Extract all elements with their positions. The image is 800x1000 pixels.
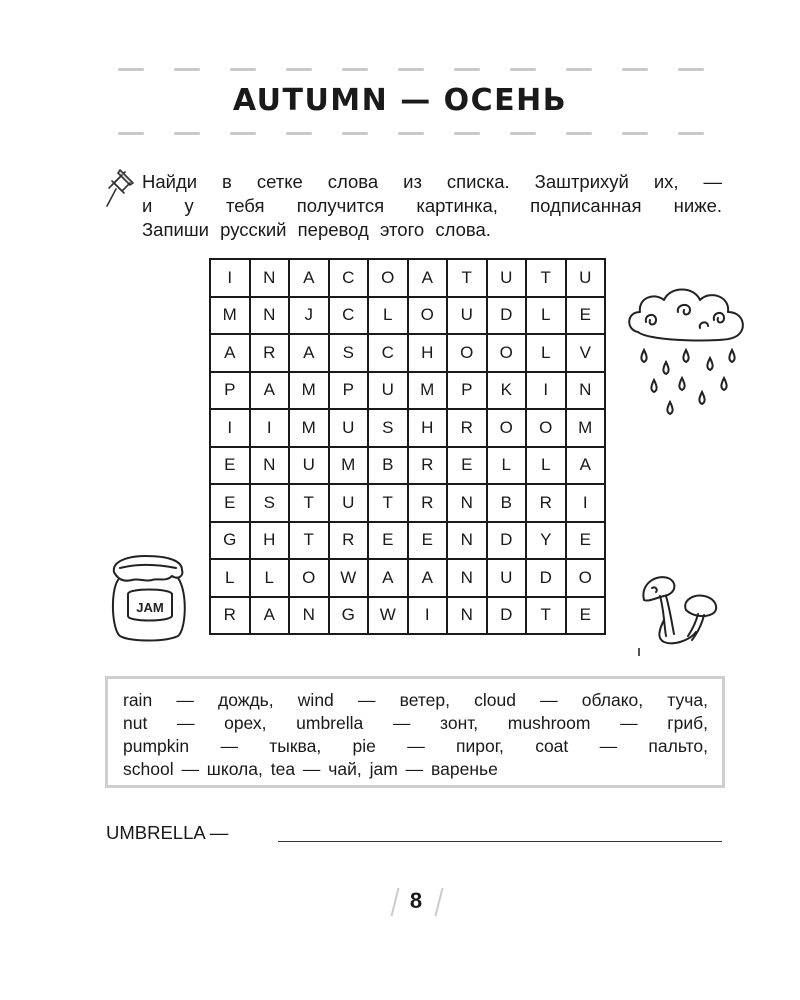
grid-cell[interactable]: T: [447, 259, 487, 297]
grid-cell[interactable]: U: [487, 259, 527, 297]
grid-cell[interactable]: O: [526, 409, 566, 447]
grid-cell[interactable]: T: [368, 484, 408, 522]
grid-cell[interactable]: R: [329, 522, 369, 560]
grid-cell[interactable]: I: [210, 259, 250, 297]
word-list-box: [105, 676, 725, 788]
dash-segment: [510, 132, 536, 135]
page-number: 8: [409, 888, 423, 913]
grid-cell[interactable]: L: [526, 297, 566, 335]
grid-cell[interactable]: D: [487, 597, 527, 635]
grid-cell[interactable]: N: [447, 597, 487, 635]
grid-cell[interactable]: M: [289, 409, 329, 447]
grid-cell[interactable]: S: [250, 484, 290, 522]
dash-segment: [678, 68, 704, 71]
grid-cell[interactable]: D: [526, 559, 566, 597]
grid-cell[interactable]: N: [447, 559, 487, 597]
grid-cell[interactable]: B: [487, 484, 527, 522]
grid-cell[interactable]: O: [289, 559, 329, 597]
grid-cell[interactable]: O: [487, 334, 527, 372]
instructions: [142, 170, 722, 242]
grid-cell[interactable]: P: [447, 372, 487, 410]
grid-cell[interactable]: E: [368, 522, 408, 560]
dash-segment: [230, 68, 256, 71]
dash-segment: [566, 132, 592, 135]
grid-cell[interactable]: T: [289, 522, 329, 560]
word-list-line: school — школа, tea — чай, jam — варенье: [123, 759, 498, 779]
grid-row: [210, 372, 605, 410]
dash-segment: [622, 68, 648, 71]
grid-cell[interactable]: A: [368, 559, 408, 597]
grid-cell[interactable]: L: [526, 447, 566, 485]
page-title: AUTUMN — ОСЕНЬ: [232, 83, 568, 118]
grid-cell[interactable]: B: [368, 447, 408, 485]
grid-cell[interactable]: D: [487, 522, 527, 560]
grid-cell[interactable]: T: [526, 259, 566, 297]
grid-cell[interactable]: L: [210, 559, 250, 597]
grid-cell[interactable]: N: [250, 447, 290, 485]
grid-cell[interactable]: N: [289, 597, 329, 635]
dash-segment: [286, 68, 312, 71]
grid-cell[interactable]: I: [210, 409, 250, 447]
grid-cell[interactable]: W: [368, 597, 408, 635]
grid-cell[interactable]: M: [566, 409, 606, 447]
grid-cell[interactable]: E: [566, 522, 606, 560]
grid-cell[interactable]: L: [487, 447, 527, 485]
grid-cell[interactable]: G: [210, 522, 250, 560]
mushroom-icon: [634, 570, 722, 654]
grid-cell[interactable]: G: [329, 597, 369, 635]
grid-cell[interactable]: N: [250, 297, 290, 335]
grid-row: [210, 259, 605, 297]
grid-cell[interactable]: H: [250, 522, 290, 560]
jar-label: JAM: [136, 600, 164, 615]
grid-cell[interactable]: O: [447, 334, 487, 372]
grid-cell[interactable]: I: [526, 372, 566, 410]
grid-cell[interactable]: O: [487, 409, 527, 447]
dash-segment: [622, 132, 648, 135]
grid-cell[interactable]: U: [329, 409, 369, 447]
grid-cell[interactable]: N: [447, 522, 487, 560]
grid-cell[interactable]: R: [210, 597, 250, 635]
grid-cell[interactable]: U: [487, 559, 527, 597]
grid-row: [210, 409, 605, 447]
grid-cell[interactable]: C: [368, 334, 408, 372]
grid-cell[interactable]: N: [566, 372, 606, 410]
pushpin-icon: [103, 166, 137, 210]
grid-cell[interactable]: E: [210, 484, 250, 522]
grid-row: [210, 447, 605, 485]
answer-write-line[interactable]: [278, 841, 722, 842]
grid-cell[interactable]: C: [329, 297, 369, 335]
grid-cell[interactable]: A: [408, 259, 448, 297]
dash-segment: [342, 68, 368, 71]
grid-cell[interactable]: R: [526, 484, 566, 522]
grid-cell[interactable]: R: [447, 409, 487, 447]
word-list-line: rain — дождь, wind — ветер, cloud — облако, туча,: [123, 690, 708, 710]
dash-segment: [510, 68, 536, 71]
grid-cell[interactable]: N: [447, 484, 487, 522]
grid-cell[interactable]: U: [329, 484, 369, 522]
grid-cell[interactable]: E: [447, 447, 487, 485]
grid-cell[interactable]: U: [289, 447, 329, 485]
grid-cell[interactable]: U: [447, 297, 487, 335]
grid-cell[interactable]: O: [408, 297, 448, 335]
rain-cloud-icon: [624, 282, 752, 430]
grid-cell[interactable]: N: [250, 259, 290, 297]
grid-cell[interactable]: E: [566, 597, 606, 635]
jam-jar-icon: [106, 552, 192, 642]
grid-cell[interactable]: A: [566, 447, 606, 485]
decorative-tick: [638, 648, 640, 656]
instruction-line: Запиши русский перевод этого слова.: [142, 219, 491, 240]
grid-cell[interactable]: R: [408, 484, 448, 522]
dash-segment: [118, 68, 144, 71]
grid-cell[interactable]: L: [368, 297, 408, 335]
grid-cell[interactable]: C: [329, 259, 369, 297]
grid-cell[interactable]: O: [368, 259, 408, 297]
top-dash-divider: [118, 68, 718, 72]
grid-cell[interactable]: A: [250, 372, 290, 410]
grid-row: [210, 559, 605, 597]
word-list-line: nut — орех, umbrella — зонт, mushroom — гриб,: [123, 713, 708, 733]
grid-row: [210, 297, 605, 335]
dash-segment: [230, 132, 256, 135]
grid-cell[interactable]: R: [408, 447, 448, 485]
grid-cell[interactable]: W: [329, 559, 369, 597]
grid-cell[interactable]: A: [250, 597, 290, 635]
grid-cell[interactable]: U: [368, 372, 408, 410]
grid-row: [210, 334, 605, 372]
grid-cell[interactable]: U: [566, 259, 606, 297]
grid-cell[interactable]: M: [289, 372, 329, 410]
grid-cell[interactable]: O: [566, 559, 606, 597]
grid-row: [210, 484, 605, 522]
grid-cell[interactable]: D: [487, 297, 527, 335]
grid-cell[interactable]: M: [210, 297, 250, 335]
grid-cell[interactable]: L: [526, 334, 566, 372]
answer-label: UMBRELLA —: [106, 822, 229, 843]
grid-cell[interactable]: Y: [526, 522, 566, 560]
grid-cell[interactable]: M: [329, 447, 369, 485]
instruction-line: Найди в сетке слова из списка. Заштрихуй их, —: [142, 171, 722, 192]
grid-cell[interactable]: A: [289, 334, 329, 372]
grid-cell[interactable]: J: [289, 297, 329, 335]
grid-cell[interactable]: E: [408, 522, 448, 560]
grid-cell[interactable]: P: [210, 372, 250, 410]
word-search-grid: [209, 258, 606, 635]
dash-segment: [454, 132, 480, 135]
page-number-block: [386, 886, 446, 918]
dash-segment: [398, 68, 424, 71]
grid-cell[interactable]: E: [566, 297, 606, 335]
dash-segment: [174, 132, 200, 135]
grid-cell[interactable]: H: [408, 409, 448, 447]
bottom-dash-divider: [118, 132, 718, 136]
grid-cell[interactable]: I: [408, 597, 448, 635]
grid-cell[interactable]: R: [250, 334, 290, 372]
grid-cell[interactable]: P: [329, 372, 369, 410]
grid-row: [210, 597, 605, 635]
grid-cell[interactable]: A: [408, 559, 448, 597]
dash-segment: [454, 68, 480, 71]
word-list-line: pumpkin — тыква, pie — пирог, coat — пальто,: [123, 736, 708, 756]
dash-segment: [118, 132, 144, 135]
grid-cell[interactable]: E: [210, 447, 250, 485]
grid-cell[interactable]: L: [250, 559, 290, 597]
grid-cell[interactable]: T: [526, 597, 566, 635]
grid-cell[interactable]: V: [566, 334, 606, 372]
grid-cell[interactable]: I: [250, 409, 290, 447]
grid-cell[interactable]: H: [408, 334, 448, 372]
grid-cell[interactable]: K: [487, 372, 527, 410]
dash-segment: [566, 68, 592, 71]
grid-cell[interactable]: I: [566, 484, 606, 522]
dash-segment: [286, 132, 312, 135]
dash-segment: [398, 132, 424, 135]
grid-cell[interactable]: S: [329, 334, 369, 372]
dash-segment: [342, 132, 368, 135]
dash-segment: [678, 132, 704, 135]
dash-segment: [174, 68, 200, 71]
grid-cell[interactable]: M: [408, 372, 448, 410]
grid-row: [210, 522, 605, 560]
grid-cell[interactable]: A: [210, 334, 250, 372]
grid-cell[interactable]: S: [368, 409, 408, 447]
grid-cell[interactable]: T: [289, 484, 329, 522]
instruction-line: и у тебя получится картинка, подписанная ниже.: [142, 195, 722, 216]
grid-cell[interactable]: A: [289, 259, 329, 297]
